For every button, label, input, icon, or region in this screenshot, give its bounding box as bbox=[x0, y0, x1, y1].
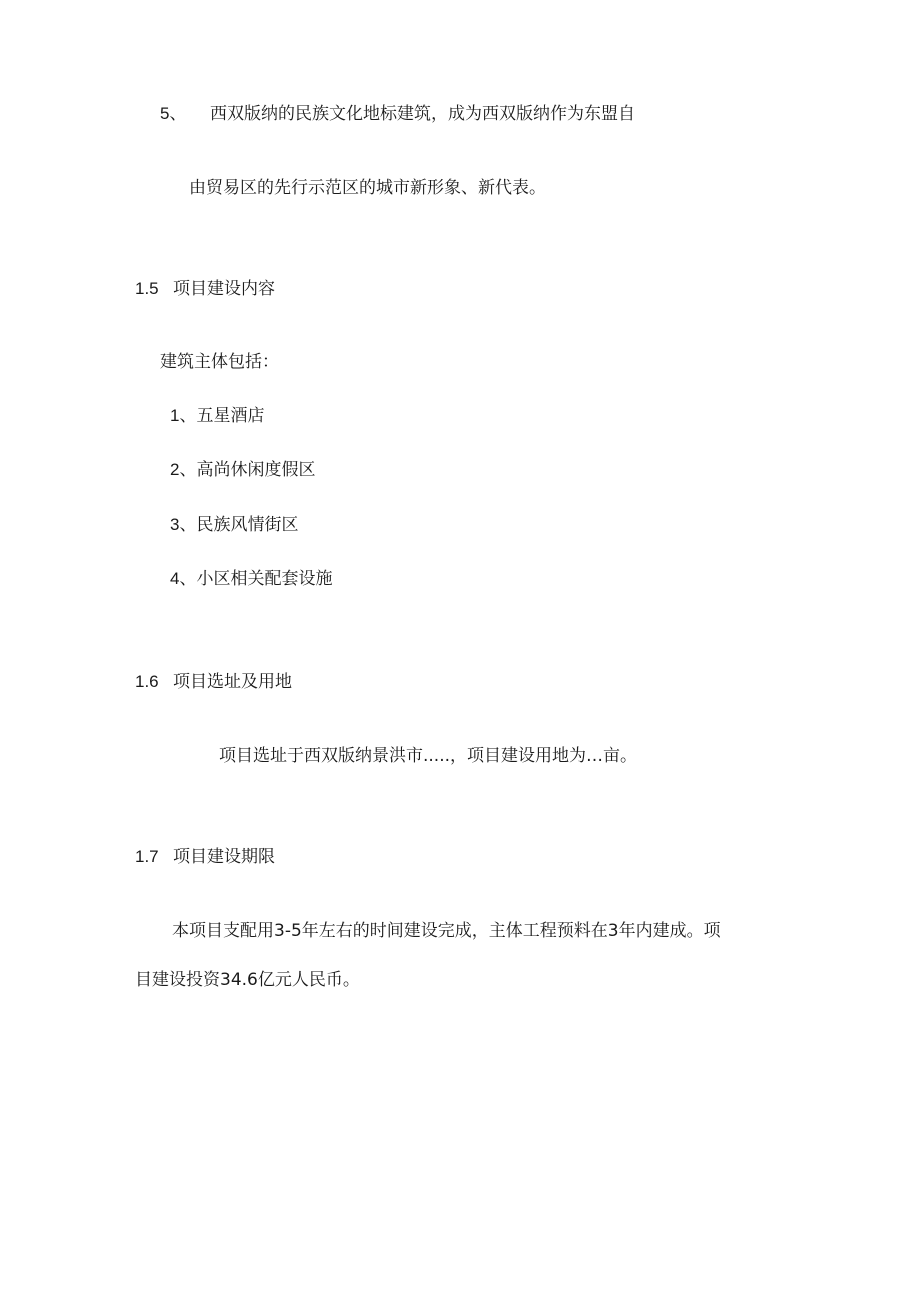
list-item-number: 2、 bbox=[170, 460, 197, 479]
list-item-number: 1、 bbox=[170, 406, 197, 425]
list-item-text: 小区相关配套设施 bbox=[196, 569, 333, 589]
section-1-7-heading bbox=[135, 846, 275, 868]
section-1-5-heading bbox=[135, 278, 275, 300]
section-1-7-number: 1.7 bbox=[135, 847, 159, 866]
list-item bbox=[170, 514, 298, 536]
section-1-7-body-line-1: 本项目支配用3-5年左右的时间建设完成，主体工程预料在3年内建成。项 bbox=[172, 921, 721, 941]
item-5-text-line-1: 西双版纳的民族文化地标建筑，成为西双版纳作为东盟自 bbox=[210, 104, 635, 124]
list-item-text: 民族风情街区 bbox=[196, 515, 299, 535]
section-1-7-title: 项目建设期限 bbox=[173, 847, 275, 867]
section-1-5-title: 项目建设内容 bbox=[173, 279, 275, 299]
list-item-number: 4、 bbox=[170, 569, 197, 588]
list-item bbox=[170, 568, 332, 590]
list-item bbox=[170, 405, 264, 427]
list-item-text: 五星酒店 bbox=[196, 406, 265, 426]
section-1-7-body-line-2: 目建设投资34.6亿元人民币。 bbox=[135, 970, 360, 990]
section-1-6-heading bbox=[135, 671, 292, 693]
item-5-text-line-2: 由贸易区的先行示范区的城市新形象、新代表。 bbox=[189, 178, 546, 198]
section-1-6-title: 项目选址及用地 bbox=[173, 672, 292, 692]
item-5-line-1 bbox=[160, 103, 635, 125]
list-item bbox=[170, 459, 315, 481]
list-item-number: 3、 bbox=[170, 515, 197, 534]
item-5-number: 5、 bbox=[160, 104, 187, 123]
section-1-6-body: 项目选址于西双版纳景洪市.....，项目建设用地为…亩。 bbox=[219, 746, 638, 766]
section-1-6-number: 1.6 bbox=[135, 672, 159, 691]
section-1-5-intro: 建筑主体包括： bbox=[160, 352, 279, 372]
list-item-text: 高尚休闲度假区 bbox=[196, 460, 316, 480]
section-1-5-number: 1.5 bbox=[135, 279, 159, 298]
